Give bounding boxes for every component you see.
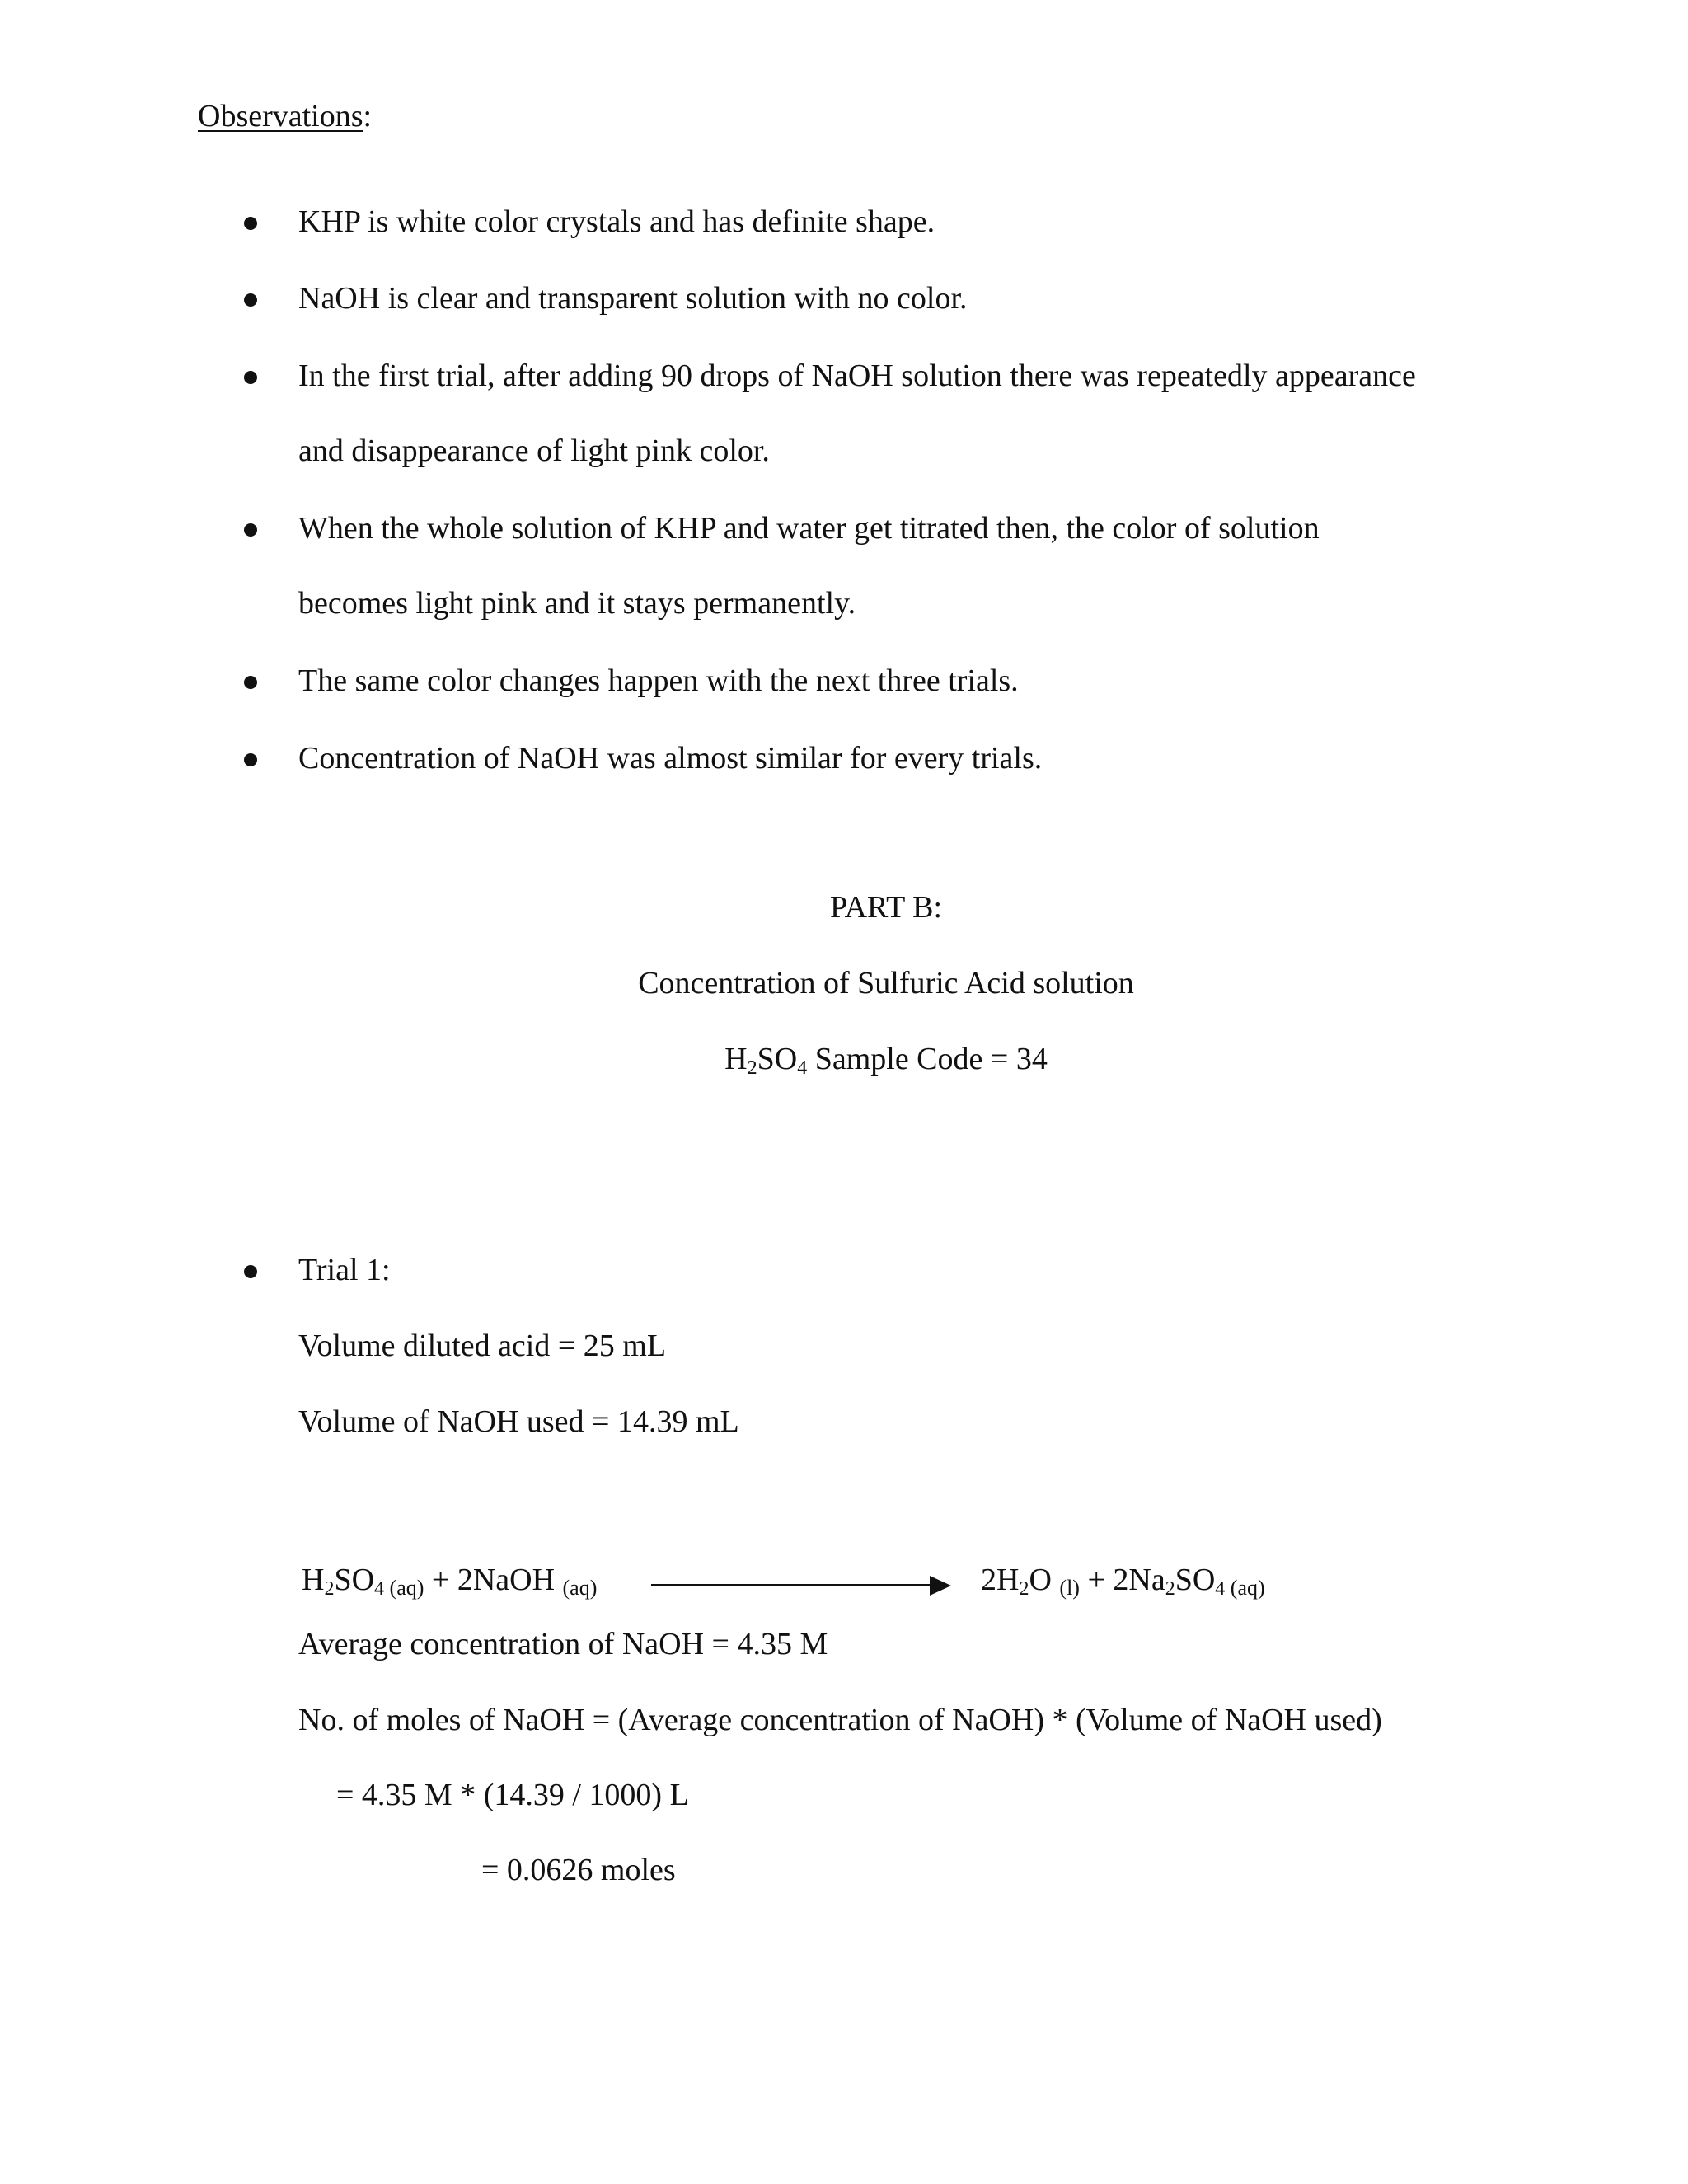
- state-label: (aq): [562, 1576, 598, 1600]
- product-text: + 2Na: [1079, 1563, 1165, 1597]
- bullet-icon: [244, 1265, 257, 1278]
- observations-heading-text: Observations: [198, 99, 363, 134]
- state-label: (aq): [384, 1576, 424, 1600]
- observation-item: The same color changes happen with the next three trials.: [298, 663, 1019, 698]
- reactant-text: SO: [334, 1563, 375, 1597]
- part-b-subtitle: Concentration of Sulfuric Acid solution: [638, 966, 1134, 1001]
- observation-item-continued: and disappearance of light pink color.: [298, 434, 770, 468]
- observation-item: Concentration of NaOH was almost similar for every trials.: [298, 741, 1043, 776]
- product-sub: 2: [1019, 1578, 1029, 1600]
- sample-formula-sub: 2: [747, 1057, 757, 1079]
- product-sub: 2: [1165, 1578, 1175, 1600]
- observation-item: NaOH is clear and transparent solution with no color.: [298, 281, 968, 316]
- average-concentration: Average concentration of NaOH = 4.35 M: [298, 1627, 828, 1661]
- bullet-icon: [244, 217, 257, 230]
- sample-formula-h: H: [724, 1042, 748, 1076]
- reactant-text: H: [302, 1563, 325, 1597]
- product-text: O: [1029, 1563, 1060, 1597]
- moles-formula: No. of moles of NaOH = (Average concentration of NaOH) * (Volume of NaOH used): [298, 1703, 1382, 1737]
- product-text: SO: [1175, 1563, 1216, 1597]
- product-sub: 4: [1215, 1578, 1226, 1600]
- moles-substitution: = 4.35 M * (14.39 / 1000) L: [336, 1778, 689, 1812]
- observation-item-continued: becomes light pink and it stays permanently.: [298, 586, 856, 621]
- part-b-title: PART B:: [829, 890, 943, 925]
- observations-heading-colon: :: [363, 99, 373, 134]
- bullet-icon: [244, 293, 257, 307]
- observation-item: In the first trial, after adding 90 drops of NaOH solution there was repeatedly appearance: [298, 359, 1416, 393]
- observation-item: When the whole solution of KHP and water get titrated then, the color of solution: [298, 511, 1320, 546]
- volume-acid: Volume diluted acid = 25 mL: [298, 1329, 667, 1363]
- trial-label: Trial 1:: [298, 1253, 391, 1287]
- sample-code-text: Sample Code = 34: [807, 1042, 1048, 1076]
- reactant-sub: 2: [324, 1578, 335, 1600]
- equation-products: [981, 1561, 1265, 1607]
- sample-formula-sub: 4: [797, 1057, 808, 1079]
- observations-heading: [198, 97, 372, 135]
- volume-naoh: Volume of NaOH used = 14.39 mL: [298, 1404, 739, 1439]
- sample-code: [0, 1040, 1688, 1078]
- sample-formula-so: SO: [757, 1042, 798, 1076]
- reactant-sub: 4: [374, 1578, 385, 1600]
- reaction-arrow-icon: [651, 1584, 935, 1586]
- bullet-icon: [244, 676, 257, 689]
- moles-result: = 0.0626 moles: [481, 1853, 676, 1887]
- product-text: 2H: [981, 1563, 1020, 1597]
- state-label: (aq): [1225, 1576, 1265, 1600]
- state-label: (l): [1059, 1576, 1080, 1600]
- observation-item: KHP is white color crystals and has definite shape.: [298, 204, 935, 239]
- equation-reactants: [302, 1561, 597, 1607]
- reactant-text: + 2NaOH: [424, 1563, 563, 1597]
- bullet-icon: [244, 753, 257, 766]
- bullet-icon: [244, 371, 257, 384]
- bullet-icon: [244, 523, 257, 537]
- reaction-arrow-head-icon: [930, 1576, 951, 1596]
